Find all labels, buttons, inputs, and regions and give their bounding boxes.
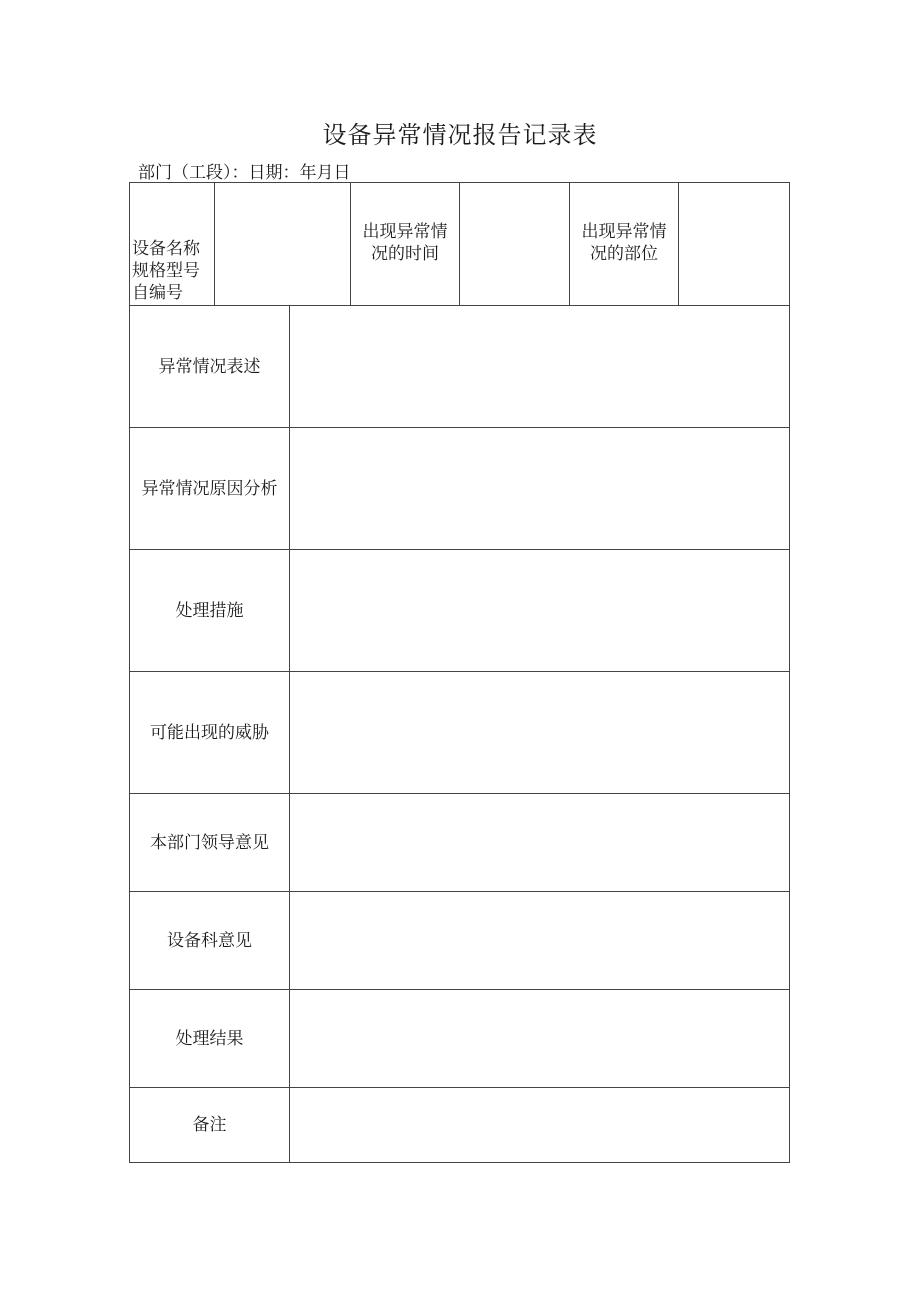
cause-analysis-value-cell[interactable] [290, 428, 789, 549]
table-border-right [789, 182, 790, 1163]
row-label-dept-leader-opinion: 本部门领导意见 [150, 832, 269, 853]
occurrence-location-label [570, 182, 678, 304]
occurrence-time-value-cell[interactable] [460, 182, 569, 304]
row-label-measures: 处理措施 [175, 600, 244, 621]
table-border-bottom [129, 1162, 790, 1163]
description-value-cell[interactable] [290, 306, 789, 427]
row-label-cause-analysis: 异常情况原因分析 [141, 478, 278, 499]
device-name-model-text: 设备名称 规格型号 自编号 [132, 239, 200, 303]
row-label-equipment-dept-opinion: 设备科意见 [167, 930, 252, 951]
row-label-result: 处理结果 [175, 1028, 244, 1049]
report-table [129, 182, 790, 1163]
row-label-description: 异常情况表述 [158, 356, 261, 377]
occurrence-location-value-cell[interactable] [679, 182, 789, 304]
occurrence-time-label [351, 182, 459, 304]
dept-leader-opinion-value-cell[interactable] [290, 794, 789, 891]
device-name-value-cell[interactable] [215, 182, 350, 304]
result-value-cell[interactable] [290, 990, 789, 1087]
form-title: 设备异常情况报告记录表 [322, 121, 598, 149]
potential-threat-value-cell[interactable] [290, 672, 789, 793]
remarks-value-cell[interactable] [290, 1088, 789, 1162]
equipment-dept-opinion-value-cell[interactable] [290, 892, 789, 989]
row-label-remarks: 备注 [192, 1115, 227, 1135]
measures-value-cell[interactable] [290, 550, 789, 671]
device-name-model-label [132, 182, 214, 304]
row-label-potential-threat: 可能出现的威胁 [150, 722, 269, 743]
occurrence-location-text: 出现异常情 况的部位 [581, 222, 667, 264]
department-date-line: 部门（工段）：日期：年月日 [138, 163, 351, 183]
occurrence-time-text: 出现异常情 况的时间 [362, 222, 448, 264]
